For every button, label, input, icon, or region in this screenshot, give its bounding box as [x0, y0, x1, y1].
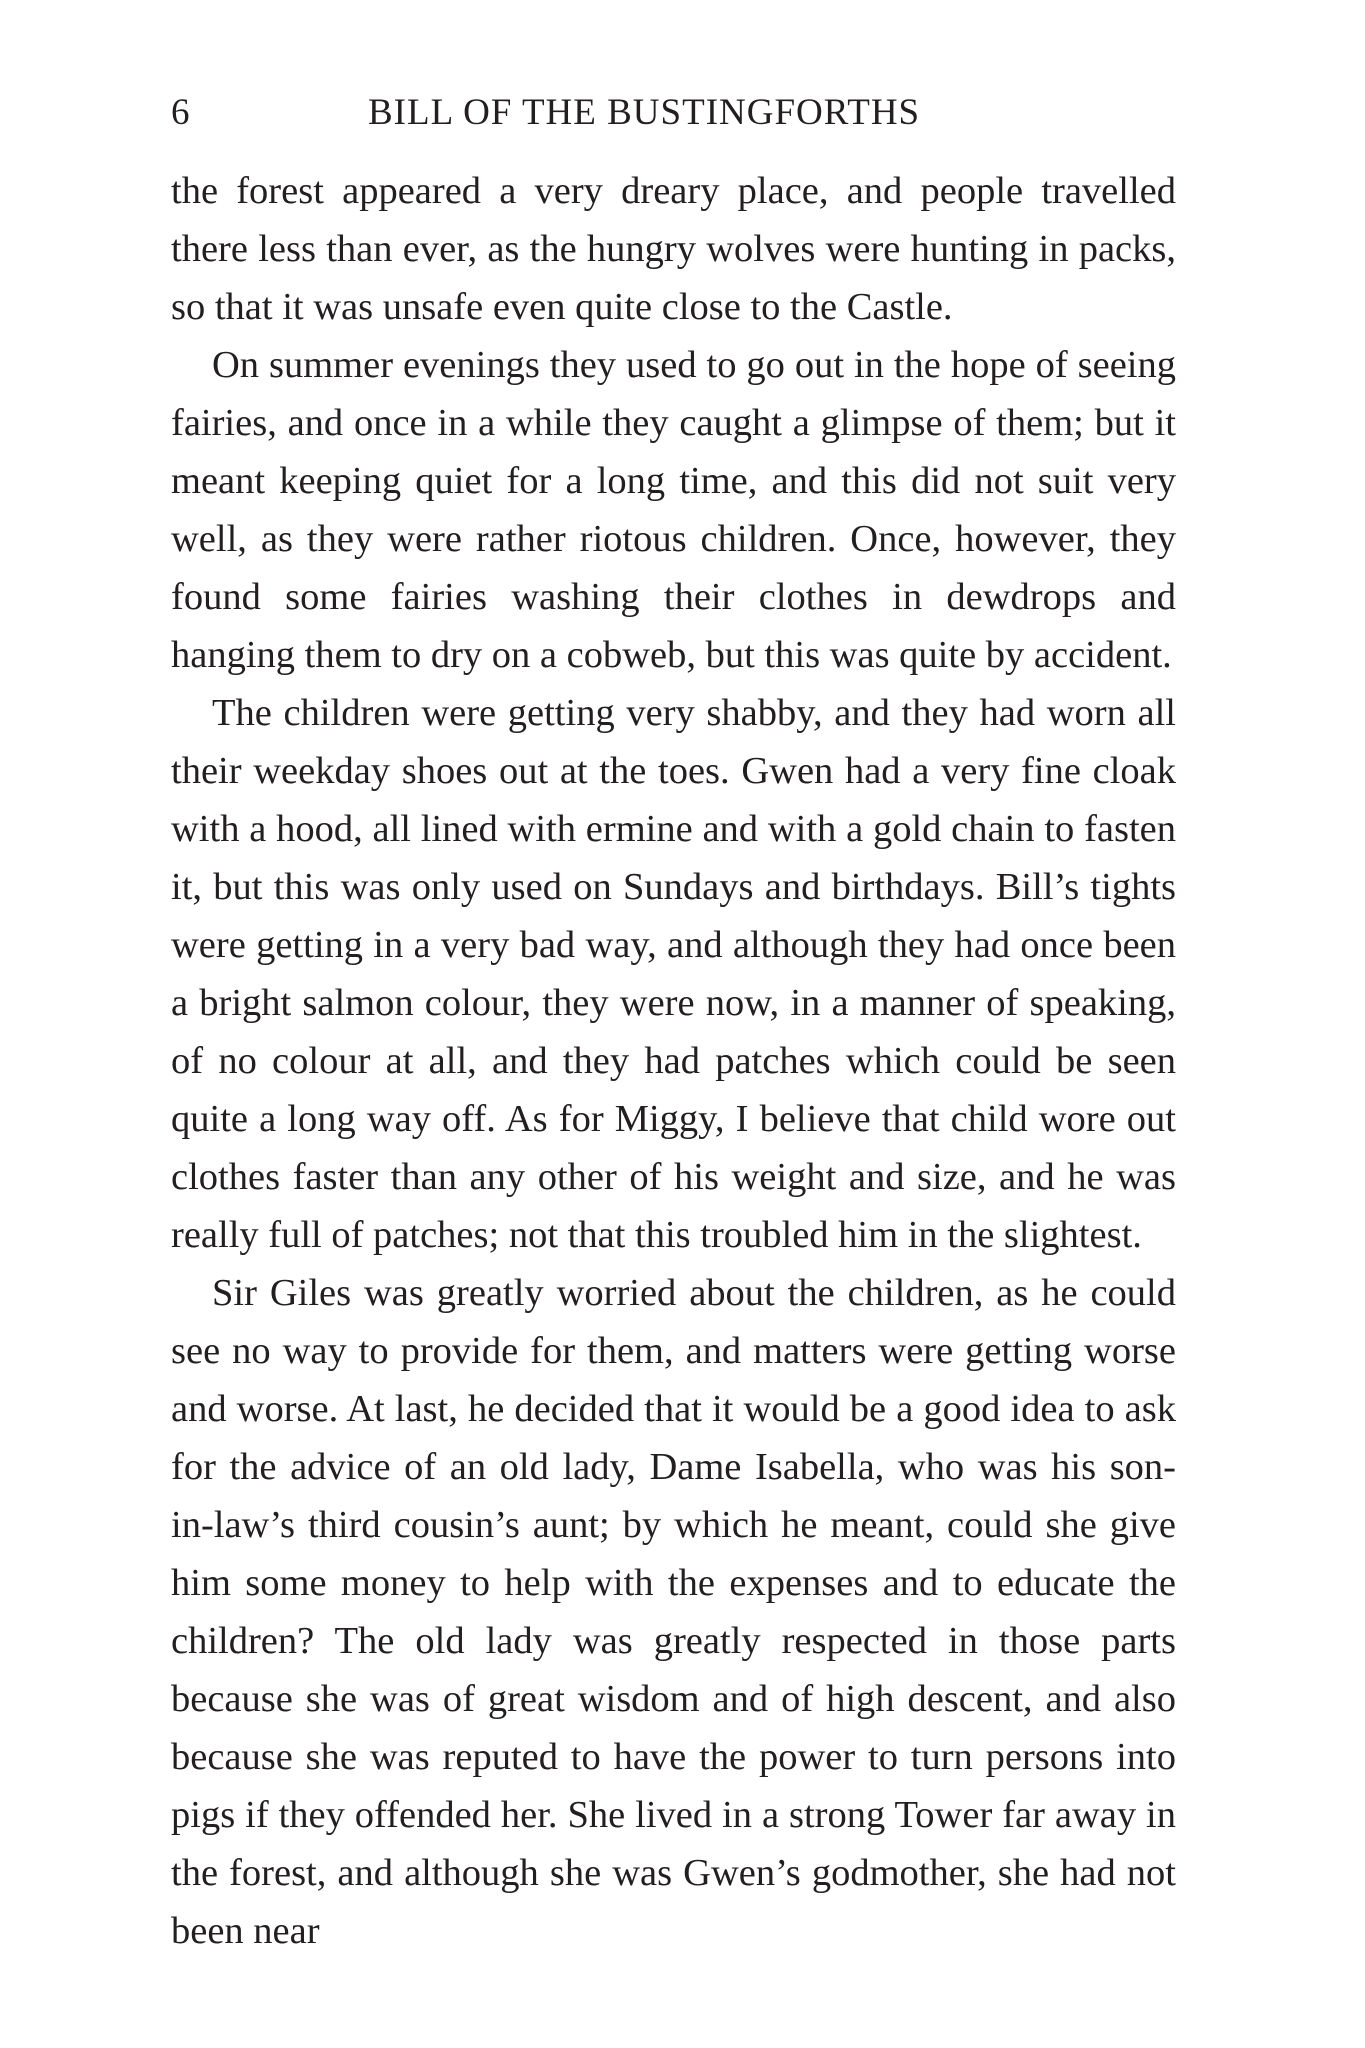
running-title: BILL OF THE BUSTINGFORTHS: [368, 92, 921, 133]
page-number: 6: [171, 92, 191, 133]
running-head: [171, 88, 1176, 138]
paragraph-fairies: On summer evenings they used to go out in the hope of seeing fairies, and once in a while they caught a glimpse of them; but it meant keeping quiet for a long time, and this did not suit very well, as they were rather riotous children. Once, however, they found some fairies washing their clothes in dewdrops and hanging them to dry on a cobweb, but this was quite by accident.: [171, 344, 1176, 676]
paragraph-sir-giles: Sir Giles was greatly worried about the children, as he could see no way to provide for them, and matters were getting worse and worse. At last, he decided that it would be a good idea to ask for the advice of an old lady, Dame Isabella, who was his son-in-law’s third cousin’s aunt; by which he meant, could she give him some money to help with the expenses and to educate the children? The old lady was greatly respected in those parts because she was of great wisdom and of high descent, and also because she was reputed to have the power to turn persons into pigs if they offended her. She lived in a strong Tower far away in the forest, and although she was Gwen’s godmother, she had not been near: [171, 1272, 1176, 1952]
paragraph-shabby-children: The children were getting very shabby, and they had worn all their weekday shoes out at the toes. Gwen had a very fine cloak with a hood, all lined with ermine and with a gold chain to fasten it, but this was only used on Sundays and birthdays. Bill’s tights were getting in a very bad way, and although they had once been a bright salmon colour, they were now, in a manner of speaking, of no colour at all, and they had patches which could be seen quite a long way off. As for Miggy, I believe that child wore out clothes faster than any other of his weight and size, and he was really full of patches; not that this troubled him in the slightest.: [171, 692, 1176, 1256]
body-text: [171, 162, 1176, 1960]
paragraph-continued: the forest appeared a very dreary place, and people travelled there less than ever, as the hungry wolves were hunting in packs, so that it was unsafe even quite close to the Castle.: [171, 170, 1176, 328]
